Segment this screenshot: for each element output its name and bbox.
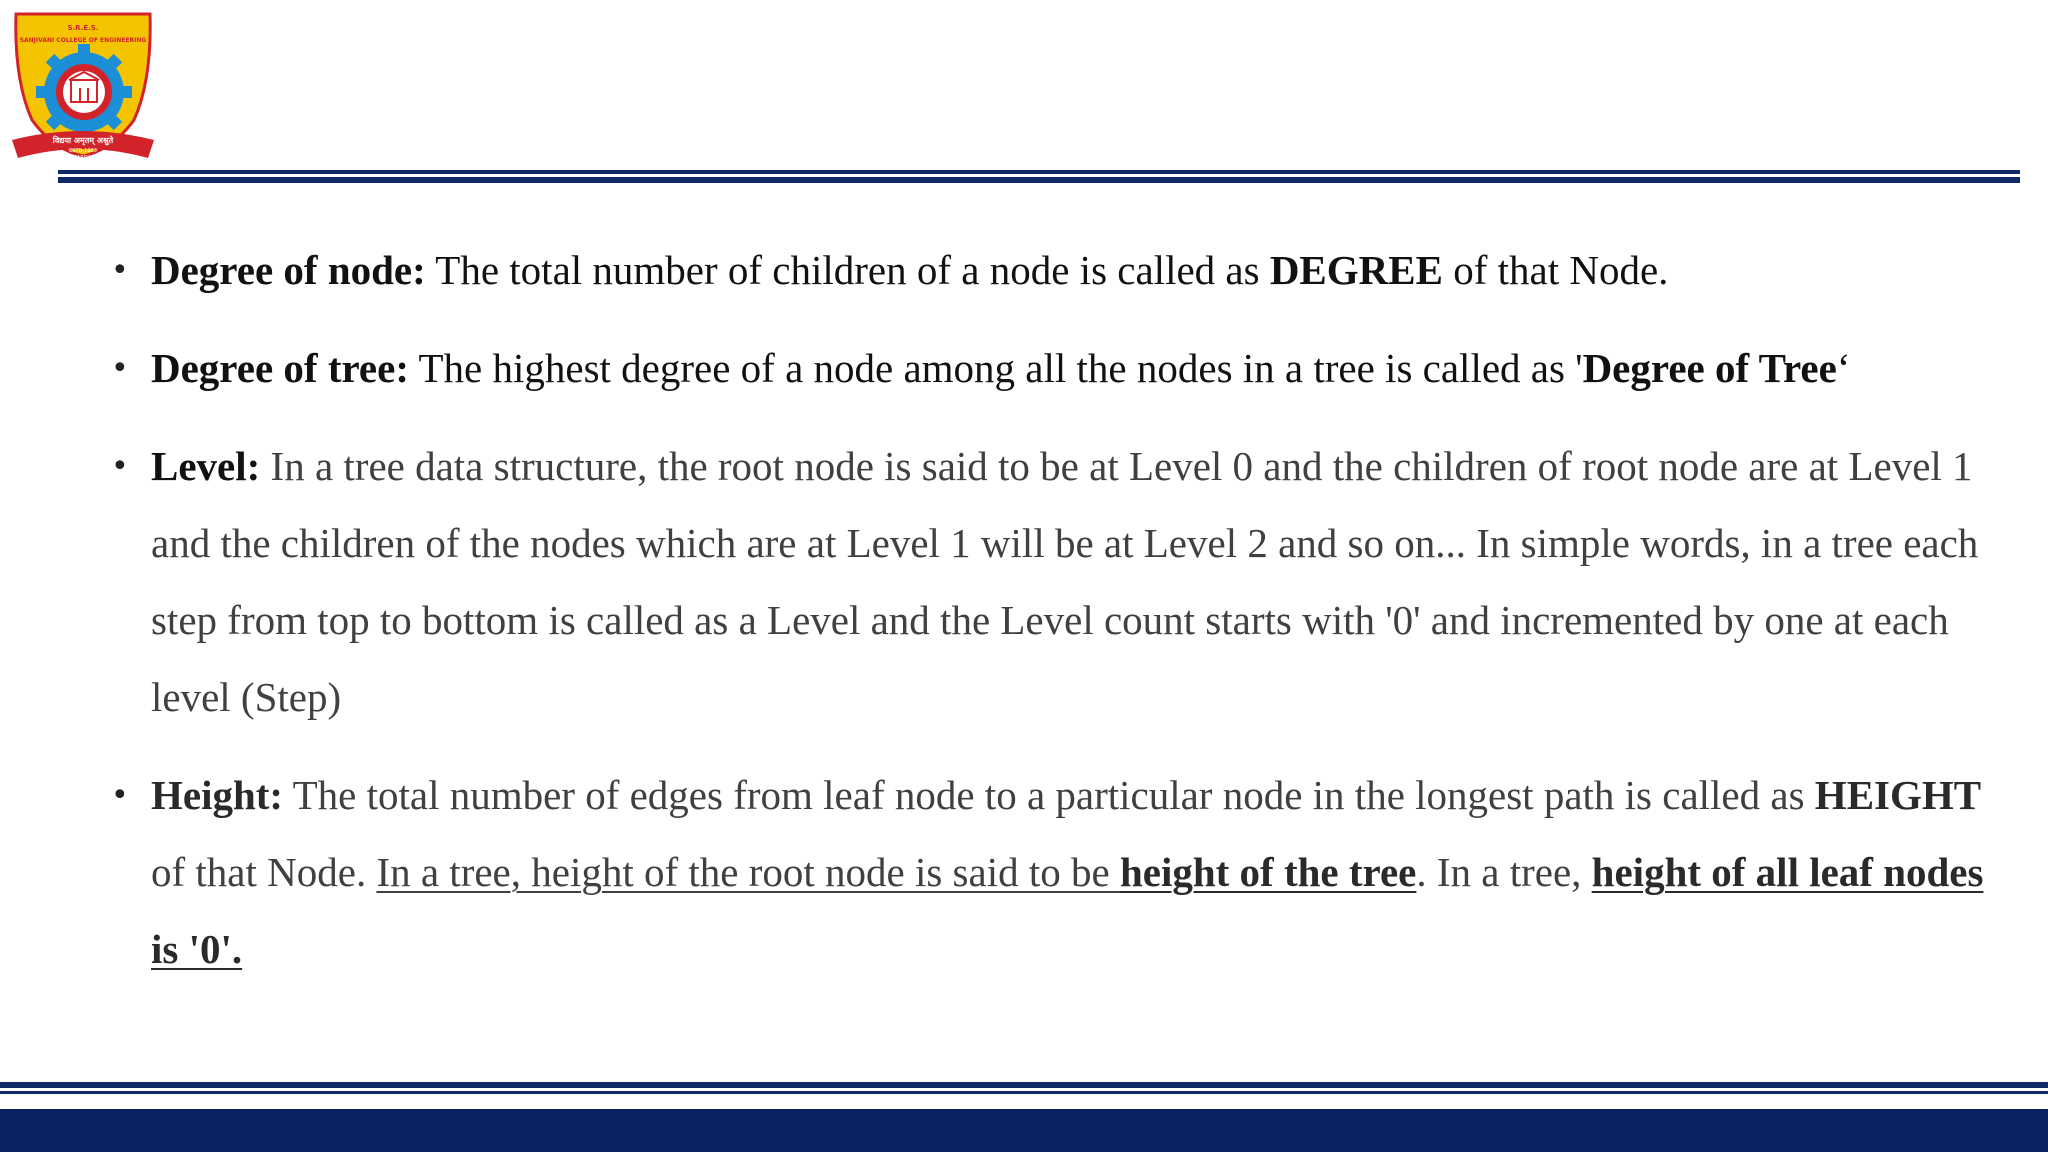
definition-text: of that Node. [151, 849, 377, 895]
bullet-height [108, 757, 1988, 988]
bullet-dot: • [111, 253, 129, 288]
svg-text:S.R.E.S.: S.R.E.S. [67, 24, 99, 32]
definition-text: In a tree data structure, the root node is said to be at Level 0 and the children of root node are at Level 1 and the children of the nodes which are at Level 1 will be at Level 2 and so on... In simple words, in a tree each step from top to bottom is called as a Level and the Level count starts with '0' and incremented by one at each level (Step) [151, 443, 1979, 720]
emphasis-text: DEGREE [1269, 247, 1443, 293]
term-label: Degree of tree: [151, 345, 409, 391]
slide-content [108, 232, 1988, 1009]
footer-rule [0, 1082, 2048, 1088]
bullet-dot: • [111, 351, 129, 386]
emphasis-text: HEIGHT [1814, 772, 1982, 818]
bullet-degree-of-node [108, 232, 1988, 309]
header-rule [58, 170, 2020, 183]
bullet-level [108, 428, 1988, 736]
underlined-text: In a tree, height of the root node is said to be [376, 849, 1120, 895]
emphasis-text: Degree of Tree [1582, 345, 1837, 391]
bullet-dot: • [111, 449, 129, 484]
definition-text: of that Node. [1442, 247, 1669, 293]
bullet-degree-of-tree [108, 330, 1988, 407]
underlined-emphasis: height of the tree [1119, 849, 1417, 895]
svg-text:KOPARGAON: KOPARGAON [67, 155, 99, 161]
definition-text: ‘ [1836, 345, 1851, 391]
bullet-dot: • [111, 778, 129, 813]
svg-text:ESTD-1983: ESTD-1983 [69, 148, 97, 154]
definition-text: The total number of edges from leaf node to a particular node in the longest path is called as [283, 772, 1815, 818]
svg-text:विद्यया अमृतम् अश्नुते: विद्यया अमृतम् अश्नुते [52, 136, 114, 145]
college-logo [2, 10, 164, 170]
svg-text:SANJIVANI COLLEGE OF ENGINEERI: SANJIVANI COLLEGE OF ENGINEERING [19, 37, 147, 44]
term-label: Height: [151, 772, 284, 818]
definition-text: The total number of children of a node is called as [425, 247, 1270, 293]
definition-text: . In a tree, [1416, 849, 1592, 895]
underlined-emphasis: height of all leaf nodes is '0'. [151, 849, 1984, 972]
term-label: Degree of node: [151, 247, 426, 293]
definition-text: The highest degree of a node among all the nodes in a tree is called as ' [408, 345, 1583, 391]
footer-rule-secondary [0, 1091, 2048, 1094]
footer-bar [0, 1109, 2048, 1152]
term-label: Level: [151, 443, 261, 489]
